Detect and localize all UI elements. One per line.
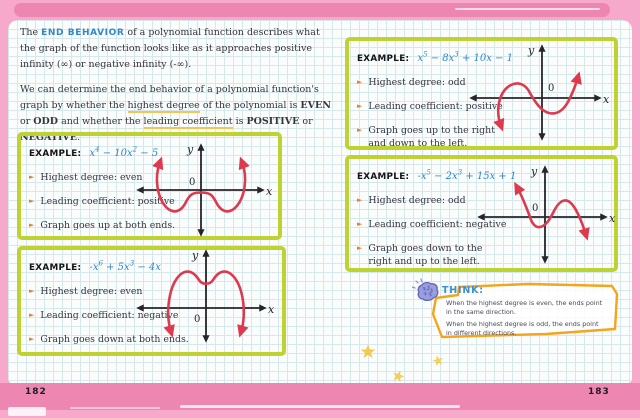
- formula-part: − 10x: [99, 148, 133, 159]
- bullet-text: Highest degree: odd: [368, 195, 466, 206]
- bullet-text: Graph goes up at both ends.: [40, 220, 176, 231]
- y-axis-label: y: [528, 44, 535, 57]
- bullet-text: Leading coefficient: negative: [40, 310, 179, 321]
- polynomial-curve: [498, 77, 578, 126]
- origin-label: 0: [532, 203, 539, 214]
- leading-coefficient-underlined: leading coefficient: [143, 116, 233, 127]
- example-box-even-positive: [17, 132, 282, 240]
- intro-p2-s1: We can determine the end behavior of a polynomial function's graph by whether the: [20, 84, 319, 111]
- odd-term: ODD: [33, 116, 59, 127]
- formula-part: − 5: [137, 148, 159, 159]
- intro-p2-s5: is: [232, 116, 247, 127]
- example-box-odd-positive: [345, 37, 618, 150]
- bullet-arrow-icon: ►: [357, 126, 363, 134]
- formula-exponent: 2: [132, 145, 138, 154]
- formula-part: − 2x: [430, 171, 458, 182]
- formula-exponent: 6: [98, 259, 103, 268]
- graph-down-right-up-left: [472, 162, 622, 267]
- intro-p2-s4: and whether the: [58, 116, 144, 127]
- think-line-odd: When the highest degree is odd, the ends point in different directions.: [446, 320, 599, 337]
- formula-exponent: 5: [423, 50, 428, 59]
- example-box-odd-negative: [345, 155, 618, 272]
- page-number-left: 182: [25, 387, 47, 397]
- positive-term: POSITIVE: [246, 116, 300, 127]
- example-label: EXAMPLE:: [357, 54, 410, 64]
- bullet-text: Highest degree: odd: [368, 77, 466, 88]
- think-line-even: When the highest degree is even, the ends point in the same direction.: [446, 299, 603, 316]
- formula-exponent: 4: [95, 145, 100, 154]
- example-label: EXAMPLE:: [29, 149, 82, 159]
- page-number-right: 183: [588, 387, 610, 397]
- formula-exponent: 3: [129, 259, 135, 268]
- bullet-text: Leading coefficient: negative: [368, 219, 507, 230]
- intro-p2-s2: of the polynomial is: [199, 100, 301, 111]
- graph-up-right-down-left: [464, 40, 616, 145]
- formula-exponent: 3: [454, 50, 459, 59]
- intro-p2-s7: .: [77, 132, 81, 143]
- star-icon: [360, 344, 376, 359]
- x-axis-label: x: [266, 185, 273, 198]
- intro-p1-pre: The: [20, 27, 42, 38]
- y-axis-label: y: [531, 165, 538, 178]
- example-box-even-negative: [17, 246, 286, 356]
- bullet-arrow-icon: ►: [357, 220, 363, 228]
- bullet-text: Highest degree: even: [40, 286, 143, 297]
- formula-part: − 8x: [427, 53, 455, 64]
- graph-paper-page: [8, 20, 632, 383]
- bullet-text: Graph goes up to the right and down to the left.: [368, 125, 495, 149]
- page-corner-highlight: [8, 407, 46, 416]
- highest-degree-underlined: highest degree: [127, 100, 200, 111]
- page-highlight: [455, 8, 600, 10]
- formula-part: + 5x: [102, 262, 130, 273]
- intro-p1-post: of a polynomial function describes what the graph of the function looks like as it approaches positive infinity (∞) or negative infinity (-∞).: [20, 27, 320, 70]
- formula-part: -x: [417, 171, 427, 182]
- example-label: EXAMPLE:: [357, 172, 410, 182]
- formula-part: x: [417, 53, 424, 64]
- end-behavior-term: END BEHAVIOR: [41, 28, 125, 38]
- origin-label: 0: [189, 177, 196, 188]
- origin-label: 0: [194, 314, 201, 325]
- bullet-arrow-icon: ►: [29, 173, 35, 181]
- brain-icon: [412, 278, 442, 304]
- think-text: [446, 299, 604, 341]
- example-label: EXAMPLE:: [29, 263, 82, 273]
- y-axis-label: y: [187, 143, 194, 156]
- x-axis-label: x: [603, 93, 610, 106]
- bullet-arrow-icon: ►: [29, 335, 35, 343]
- formula-part: + 15x + 1: [462, 171, 517, 182]
- intro-p2-s6: or: [299, 116, 313, 127]
- star-icon: [431, 354, 445, 368]
- bullet-arrow-icon: ►: [357, 102, 363, 110]
- origin-label: 0: [548, 83, 555, 94]
- bullet-text: Highest degree: even: [40, 172, 143, 183]
- think-label: THINK:: [442, 285, 484, 296]
- intro-paragraph-1: [20, 25, 338, 73]
- bullet-arrow-icon: ►: [29, 221, 35, 229]
- page-curl-highlight: [180, 405, 460, 408]
- y-axis-label: y: [192, 249, 199, 262]
- formula-part: − 4x: [134, 262, 161, 273]
- formula-exponent: 3: [457, 168, 463, 177]
- bullet-arrow-icon: ►: [29, 197, 35, 205]
- bullet-arrow-icon: ►: [29, 287, 35, 295]
- bullet-text: Graph goes down to the right and up to the left.: [368, 243, 483, 267]
- bullet-text: Leading coefficient: positive: [40, 196, 175, 207]
- top-pink-band: [14, 3, 610, 17]
- formula-part: + 10x − 1: [458, 53, 513, 64]
- graph-up-both-ends: [131, 140, 277, 240]
- polynomial-curve: [517, 187, 586, 235]
- bullet-text: Leading coefficient: positive: [368, 101, 503, 112]
- formula-part: x: [89, 148, 96, 159]
- bullet-text: Graph goes down at both ends.: [40, 334, 189, 345]
- formula-part: -x: [89, 262, 99, 273]
- bullet-arrow-icon: ►: [357, 196, 363, 204]
- bullet-arrow-icon: ►: [29, 311, 35, 319]
- formula-exponent: 5: [426, 168, 431, 177]
- graph-down-both-ends: [131, 246, 281, 346]
- negative-term: NEGATIVE: [20, 132, 78, 143]
- bullet-arrow-icon: ►: [357, 244, 363, 252]
- even-term: EVEN: [300, 100, 331, 111]
- x-axis-label: x: [268, 303, 275, 316]
- bullet-arrow-icon: ►: [357, 78, 363, 86]
- intro-p2-s3: or: [20, 116, 34, 127]
- page-curl-highlight: [70, 407, 160, 409]
- star-icon: [390, 368, 406, 383]
- x-axis-label: x: [609, 212, 616, 225]
